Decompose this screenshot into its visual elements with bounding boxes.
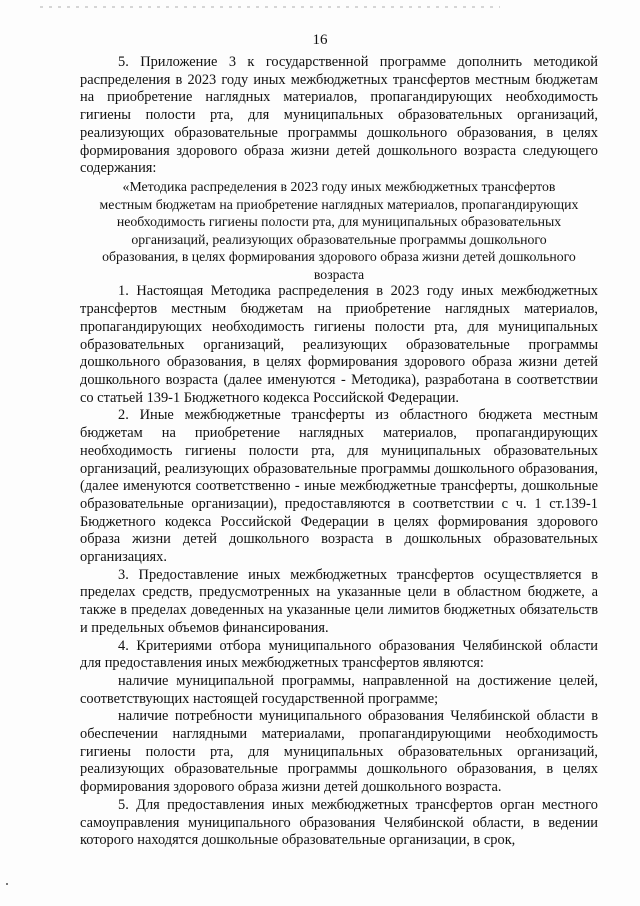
page-number: 16 bbox=[312, 32, 328, 48]
criterion-2: наличие потребности муниципального образования Челябинской области в обеспечении наглядными материалами, пропагандирующими необходимость гигиены полости рта, для муниципальных образовательных организаций, реализующих образовательные программы дошкольного образования, в целях формирования здорового образа жизни детей дошкольного возраста. bbox=[80, 708, 598, 796]
scan-artifact-top bbox=[40, 6, 500, 8]
paragraph-2: 2. Иные межбюджетные трансферты из областного бюджета местным бюджетам на приобретение наглядных материалов, пропагандирующих необходимость гигиены полости рта, для муниципальных образовательных организаций, реализующих образовательные программы дошкольного образования, (далее именуются соответственно - иные межбюджетные трансферты, дошкольные образовательные организации), предоставляются в соответствии с ч. 1 ст.139-1 Бюджетного кодекса Российской Федерации в целях формирования здорового образа жизни детей дошкольного возраста в дошкольных образовательных организациях. bbox=[80, 407, 598, 566]
methodology-title: «Методика распределения в 2023 году иных межбюджетных трансфертов местным бюджетам на приобретение наглядных материалов, пропагандирующих необходимость гигиены полости рта, для муниципальных образовательных организаций, реализующих образовательные программы дошкольного образования, в целях формирования здорового образа жизни детей дошкольного возраста bbox=[99, 178, 579, 282]
paragraph-5: 5. Для предоставления иных межбюджетных трансфертов орган местного самоуправления муниципального образования Челябинской области, в ведении которого находятся дошкольные образовательные организации, в срок, bbox=[80, 796, 598, 849]
paragraph-1: 1. Настоящая Методика распределения в 2023 году иных межбюджетных трансфертов местным бюджетам на приобретение наглядных материалов, пропагандирующих необходимость гигиены полости рта, для муниципальных образовательных организаций, реализующих образовательные программы дошкольного образования, в целях формирования здорового образа жизни детей дошкольного возраста (далее именуются - Методика), разработана в соответствии со статьей 139-1 Бюджетного кодекса Российской Федерации. bbox=[80, 283, 598, 406]
paragraph-3: 3. Предоставление иных межбюджетных трансфертов осуществляется в пределах средств, предусмотренных на указанные цели в областном бюджете, а также в пределах доведенных на указанные цели лимитов бюджетных обязательств и предельных объемов финансирования. bbox=[80, 566, 598, 636]
document-body bbox=[80, 54, 598, 850]
paragraph-4: 4. Критериями отбора муниципального образования Челябинской области для предоставления иных межбюджетных трансфертов являются: bbox=[80, 637, 598, 672]
criterion-1: наличие муниципальной программы, направленной на достижение целей, соответствующих настоящей государственной программе; bbox=[80, 672, 598, 707]
scan-speck bbox=[6, 883, 8, 885]
paragraph-amendment: 5. Приложение 3 к государственной программе дополнить методикой распределения в 2023 году иных межбюджетных трансфертов местным бюджетам на приобретение наглядных материалов, пропагандирующих необходимость гигиены полости рта, для муниципальных образовательных организаций, реализующих образовательные программы дошкольного образования, в целях формирования здорового образа жизни детей дошкольного возраста следующего содержания: bbox=[80, 54, 598, 177]
